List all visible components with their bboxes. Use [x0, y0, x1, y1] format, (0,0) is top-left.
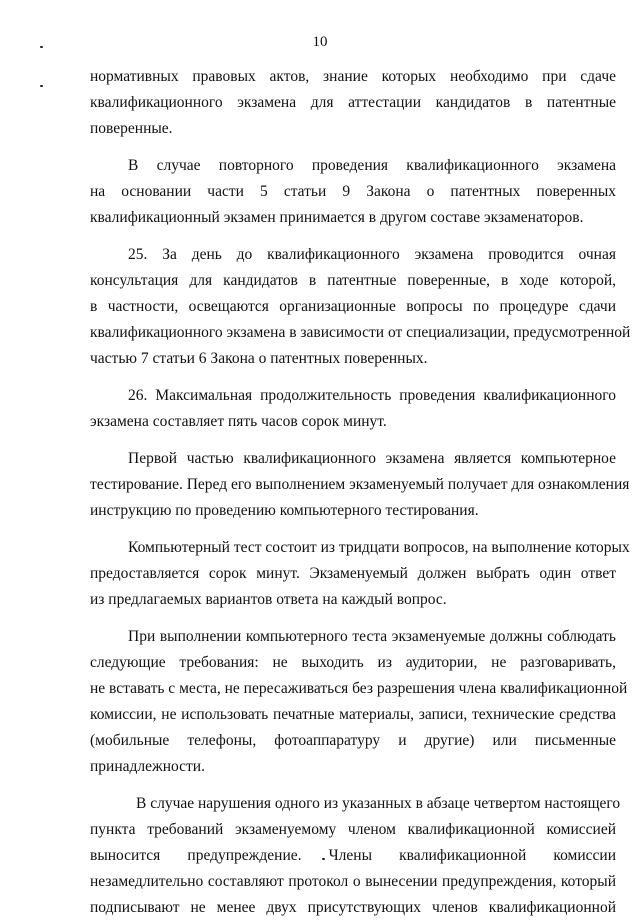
text-line: Первой частью квалификационного экзамена является компьютерное — [128, 450, 616, 467]
text-line: инструкцию по проведению компьютерного тестирования. — [90, 502, 479, 519]
text-line: следующие требования: не выходить из аудитории, не разговаривать, — [90, 654, 616, 671]
text-line: консультация для кандидатов в патентные поверенные, в ходе которой, — [90, 272, 616, 289]
text-line: комиссии, не использовать печатные материалы, записи, технические средства — [90, 706, 616, 723]
text-line: 25. За день до квалификационного экзамена проводится очная — [128, 246, 616, 263]
text-line: При выполнении компьютерного теста экзаменуемые должны соблюдать — [128, 628, 616, 645]
text-line: квалификационного экзамена в зависимости от специализации, предусмотренной — [90, 324, 631, 341]
text-line: нормативных правовых актов, знание которых необходимо при сдаче — [90, 68, 616, 85]
text-line: частью 7 статьи 6 Закона о патентных поверенных. — [90, 350, 428, 367]
text-line: не вставать с места, не пересаживаться без разрешения члена квалификационной — [90, 680, 628, 697]
paragraph-gap — [90, 231, 616, 242]
text-line: тестирование. Перед его выполнением экзаменуемый получает для ознакомления — [90, 476, 630, 493]
text-line: принадлежности. — [90, 758, 205, 775]
scan-speck — [40, 46, 43, 48]
text-line: в частности, освещаются организационные вопросы по процедуре сдачи — [90, 298, 616, 315]
paragraph-gap — [90, 524, 616, 535]
paragraph-gap — [90, 780, 616, 791]
text-line: Компьютерный тест состоит из тридцати вопросов, на выполнение которых — [128, 539, 630, 556]
text-line: незамедлительно составляют протокол о вынесении предупреждения, который — [90, 873, 616, 890]
text-line: квалификационный экзамен принимается в другом составе экзаменаторов. — [90, 209, 584, 226]
text-line: выносится предупреждение. Члены квалификационной комиссии — [90, 847, 616, 864]
text-line: пункта требований экзаменуемому членом квалификационной комиссией — [90, 821, 616, 838]
paragraph-gap — [90, 613, 616, 624]
text-line: из предлагаемых вариантов ответа на каждый вопрос. — [90, 591, 447, 608]
paragraph-gap — [90, 435, 616, 446]
text-line: 26. Максимальная продолжительность проведения квалификационного — [128, 387, 616, 404]
paragraph-gap — [90, 372, 616, 383]
text-line: подписывают не менее двух присутствующих членов квалификационной — [90, 899, 616, 916]
scan-speck — [40, 85, 43, 87]
text-line: поверенные. — [90, 120, 173, 137]
text-line: В случае повторного проведения квалификационного экзамена — [128, 157, 616, 174]
page-number: 10 — [312, 34, 328, 50]
text-line: (мобильные телефоны, фотоаппаратуру и другие) или письменные — [90, 732, 616, 749]
text-line: экзамена составляет пять часов сорок минут. — [90, 413, 387, 430]
paragraph-gap — [90, 142, 616, 153]
document-body — [90, 64, 631, 921]
text-line: В случае нарушения одного из указанных в абзаце четвертом настоящего — [136, 795, 621, 812]
text-line: квалификационного экзамена для аттестации кандидатов в патентные — [90, 94, 616, 111]
text-line: предоставляется сорок минут. Экзаменуемый должен выбрать один ответ — [90, 565, 616, 582]
text-line: на основании части 5 статьи 9 Закона о патентных поверенных — [90, 183, 616, 200]
